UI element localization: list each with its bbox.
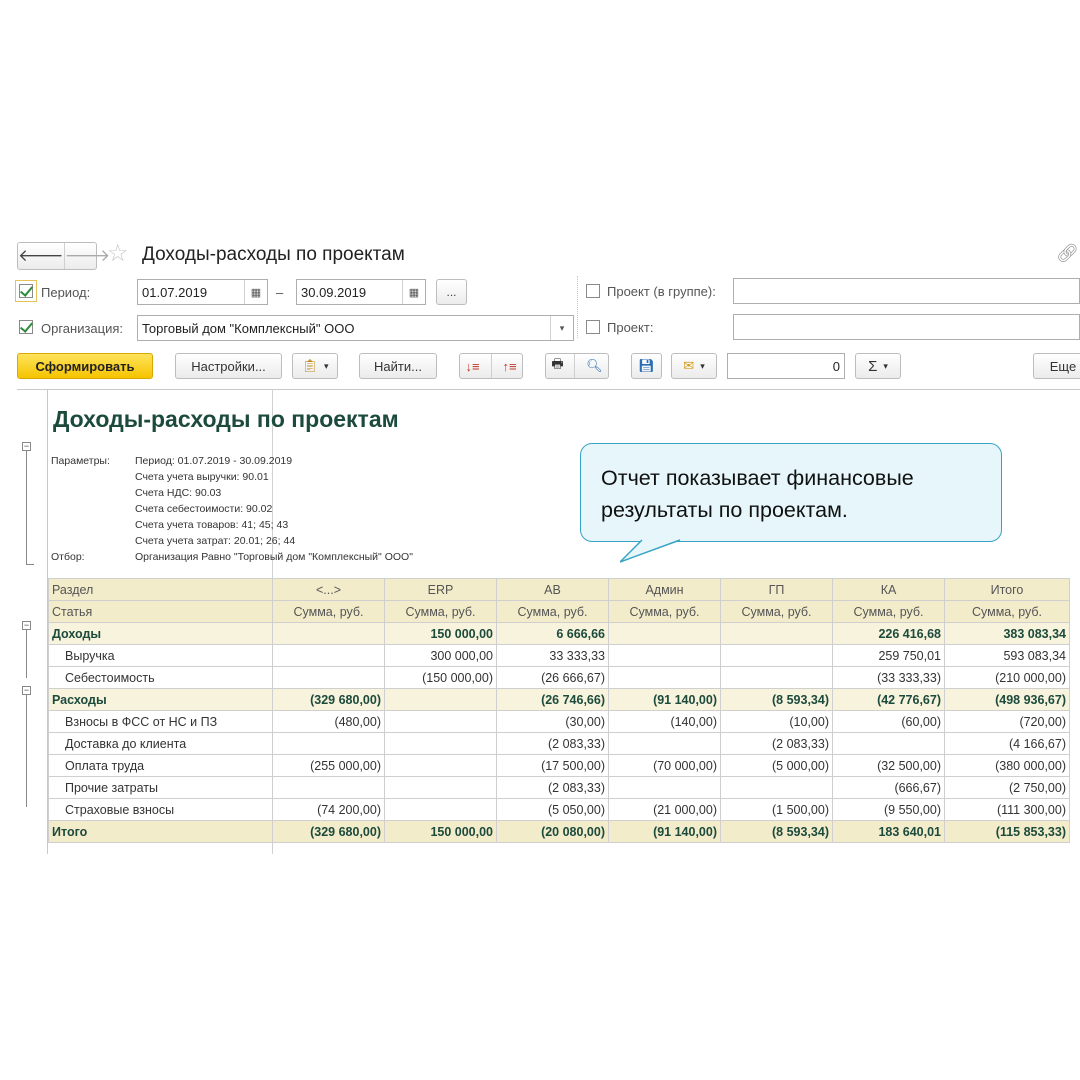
row-label-cell[interactable]: Взносы в ФСС от НС и ПЗ [49,711,273,733]
tree-line [26,564,34,565]
back-button[interactable] [18,243,64,269]
value-cell[interactable]: (2 083,33) [497,777,609,799]
value-cell[interactable]: AB [497,579,609,601]
value-cell[interactable]: (2 750,00) [945,777,1070,799]
window-title: Доходы-расходы по проектам [142,244,405,265]
separator [574,354,575,378]
calendar-icon[interactable]: ▦ [244,280,267,304]
aggregate-dropdown-button[interactable] [855,353,901,379]
value-cell[interactable]: 150 000,00 [385,623,497,645]
value-cell[interactable]: (1 500,00) [721,799,833,821]
row-label-cell[interactable]: Страховые взносы [49,799,273,821]
row-label-cell[interactable]: Оплата труда [49,755,273,777]
print-preview-icon[interactable]: 🔍︎ [586,358,603,373]
forward-button[interactable] [64,243,111,269]
value-cell[interactable]: (10,00) [721,711,833,733]
favorite-star-icon[interactable]: ☆ [107,240,129,267]
project-label: Проект: [607,320,654,335]
value-cell[interactable]: КА [833,579,945,601]
period-checkbox[interactable] [19,284,33,298]
period-to-field[interactable] [296,279,426,305]
value-cell[interactable] [385,689,497,711]
param-line: Счета учета затрат: 20.01; 26; 44 [135,535,296,547]
value-cell[interactable]: (8 593,34) [721,821,833,843]
param-line: Счета учета товаров: 41; 45; 43 [135,519,289,531]
value-cell[interactable] [609,645,721,667]
value-cell[interactable]: (30,00) [497,711,609,733]
value-cell[interactable] [609,667,721,689]
value-cell[interactable] [833,733,945,755]
value-cell[interactable]: (480,00) [273,711,385,733]
settings-button[interactable]: Настройки... [175,353,282,379]
chevron-down-icon: ▾ [323,360,329,371]
collapse-income-icon[interactable]: − [23,620,30,630]
period-from-value: 01.07.2019 [142,284,208,300]
print-icon[interactable]: 🖶 [551,356,564,371]
group-row[interactable] [49,623,1070,645]
value-cell[interactable]: Сумма, руб. [609,601,721,623]
value-cell[interactable]: (74 200,00) [273,799,385,821]
project-checkbox[interactable] [586,320,600,334]
header-row-section[interactable] [49,579,1070,601]
value-cell[interactable]: (70 000,00) [609,755,721,777]
value-cell[interactable] [609,733,721,755]
value-cell[interactable] [721,623,833,645]
value-cell[interactable]: (26 666,67) [497,667,609,689]
row-label-cell[interactable]: Выручка [49,645,273,667]
value-cell[interactable]: 150 000,00 [385,821,497,843]
value-cell[interactable]: (666,67) [833,777,945,799]
value-cell[interactable]: Сумма, руб. [497,601,609,623]
sum-value-field[interactable] [727,353,845,379]
collapse-header-icon[interactable]: − [23,441,30,451]
value-cell[interactable]: (8 593,34) [721,689,833,711]
callout-pointer [620,538,690,564]
value-cell[interactable]: 259 750,01 [833,645,945,667]
send-email-button[interactable] [671,353,717,379]
row-label-cell[interactable]: Статья [49,601,273,623]
value-cell[interactable] [721,645,833,667]
filter-label: Отбор: [51,551,85,563]
filter-value: Организация Равно "Торговый дом "Комплексный" ООО" [135,551,413,563]
sort-ascending-icon[interactable]: ↑≡ [502,358,517,374]
value-cell[interactable]: (5 050,00) [497,799,609,821]
params-label: Параметры: [51,455,110,467]
value-cell[interactable]: (60,00) [833,711,945,733]
value-cell[interactable]: 300 000,00 [385,645,497,667]
value-cell[interactable] [273,667,385,689]
value-cell[interactable]: (9 550,00) [833,799,945,821]
value-cell[interactable]: 383 083,34 [945,623,1070,645]
report-table [48,578,1070,843]
link-icon[interactable]: 🔗︎ [1056,243,1079,263]
value-cell[interactable]: 593 083,34 [945,645,1070,667]
value-cell[interactable]: Админ [609,579,721,601]
row-label-cell[interactable]: Себестоимость [49,667,273,689]
value-cell[interactable] [273,733,385,755]
value-cell[interactable]: (498 936,67) [945,689,1070,711]
row-label-cell[interactable]: Раздел [49,579,273,601]
value-cell[interactable]: (329 680,00) [273,689,385,711]
sum-value: 0 [832,358,840,374]
period-from-field[interactable] [137,279,268,305]
value-cell[interactable] [385,755,497,777]
value-cell[interactable]: Итого [945,579,1070,601]
value-cell[interactable] [273,777,385,799]
collapse-expenses-icon[interactable]: − [23,685,30,695]
value-cell[interactable]: 183 640,01 [833,821,945,843]
arrow-right-icon: 🡒 [64,246,111,265]
organization-value: Торговый дом "Комплексный" ООО [142,320,355,336]
filter-divider [577,276,579,338]
sigma-icon: Σ [868,357,878,375]
value-cell[interactable]: (2 083,33) [497,733,609,755]
value-cell[interactable]: (2 083,33) [721,733,833,755]
value-cell[interactable]: (91 140,00) [609,689,721,711]
value-cell[interactable]: (140,00) [609,711,721,733]
table-row[interactable] [49,645,1070,667]
tree-line [26,451,27,565]
copy-dropdown-button[interactable] [292,353,338,379]
total-row[interactable] [49,821,1070,843]
table-row[interactable] [49,711,1070,733]
table-row[interactable] [49,799,1070,821]
param-line: Период: 01.07.2019 - 30.09.2019 [135,455,293,467]
save-button[interactable] [631,353,662,379]
print-button-group [545,353,609,379]
row-label-cell[interactable]: Итого [49,821,273,843]
value-cell[interactable]: Сумма, руб. [273,601,385,623]
sort-button-group [459,353,523,379]
project-group-field[interactable] [733,278,1080,304]
row-label-cell[interactable]: Прочие затраты [49,777,273,799]
value-cell[interactable] [385,733,497,755]
value-cell[interactable]: (150 000,00) [385,667,497,689]
value-cell[interactable]: 33 333,33 [497,645,609,667]
value-cell[interactable]: Сумма, руб. [833,601,945,623]
value-cell[interactable]: (17 500,00) [497,755,609,777]
chevron-down-icon[interactable]: ▾ [550,316,573,340]
value-cell[interactable] [273,645,385,667]
value-cell[interactable]: (42 776,67) [833,689,945,711]
period-label: Период: [41,285,91,300]
value-cell[interactable] [273,623,385,645]
table-row[interactable] [49,733,1070,755]
value-cell[interactable]: (26 746,66) [497,689,609,711]
project-group-label: Проект (в группе): [607,284,716,299]
value-cell[interactable]: Сумма, руб. [721,601,833,623]
value-cell[interactable] [721,777,833,799]
find-button[interactable]: Найти... [359,353,437,379]
row-label-cell[interactable]: Доходы [49,623,273,645]
sort-descending-icon[interactable]: ↓≡ [465,358,480,374]
generate-button[interactable]: Сформировать [17,353,153,379]
value-cell[interactable]: ERP [385,579,497,601]
header-row-article[interactable] [49,601,1070,623]
value-cell[interactable]: (210 000,00) [945,667,1070,689]
value-cell[interactable]: (32 500,00) [833,755,945,777]
value-cell[interactable] [385,777,497,799]
value-cell[interactable]: Сумма, руб. [945,601,1070,623]
table-row[interactable] [49,777,1070,799]
value-cell[interactable]: (111 300,00) [945,799,1070,821]
row-label-cell[interactable]: Доставка до клиента [49,733,273,755]
chevron-down-icon: ▾ [700,360,705,371]
value-cell[interactable] [385,799,497,821]
organization-field[interactable] [137,315,574,341]
organization-label: Организация: [41,321,124,336]
save-icon: 💾︎ [638,358,655,373]
project-group-checkbox[interactable] [586,284,600,298]
value-cell[interactable]: <...> [273,579,385,601]
separator [491,354,492,378]
tree-line [26,695,27,807]
envelope-icon: ✉ [683,358,695,373]
period-dash: – [276,285,284,300]
value-cell[interactable]: (20 080,00) [497,821,609,843]
clipboard-icon: 📋︎ [301,358,318,373]
param-line: Счета себестоимости: 90.02 [135,503,273,515]
value-cell[interactable]: Сумма, руб. [385,601,497,623]
more-button[interactable]: Еще [1033,353,1080,379]
table-row[interactable] [49,667,1070,689]
value-cell[interactable]: (720,00) [945,711,1070,733]
value-cell[interactable]: 6 666,66 [497,623,609,645]
value-cell[interactable]: (255 000,00) [273,755,385,777]
nav-button-group [17,242,111,270]
period-to-value: 30.09.2019 [301,284,367,300]
info-callout: Отчет показывает финансовые результаты по проектам. [580,443,1002,542]
chevron-down-icon: ▾ [883,360,888,371]
value-cell[interactable]: (21 000,00) [609,799,721,821]
param-line: Счета НДС: 90.03 [135,487,222,499]
value-cell[interactable]: (33 333,33) [833,667,945,689]
table-row[interactable] [49,755,1070,777]
report-top-border [17,389,1080,390]
group-row[interactable] [49,689,1070,711]
value-cell[interactable] [609,777,721,799]
calendar-icon[interactable]: ▦ [402,280,425,304]
value-cell[interactable]: (91 140,00) [609,821,721,843]
value-cell[interactable]: (380 000,00) [945,755,1070,777]
value-cell[interactable] [721,667,833,689]
value-cell[interactable]: (115 853,33) [945,821,1070,843]
value-cell[interactable] [609,623,721,645]
report-title: Доходы-расходы по проектам [53,406,399,432]
period-select-button[interactable]: ... [436,279,467,305]
param-line: Счета учета выручки: 90.01 [135,471,269,483]
organization-checkbox[interactable] [19,320,33,334]
value-cell[interactable]: 226 416,68 [833,623,945,645]
arrow-left-icon: 🡐 [18,246,64,265]
row-label-cell[interactable]: Расходы [49,689,273,711]
value-cell[interactable] [385,711,497,733]
project-field[interactable] [733,314,1080,340]
value-cell[interactable]: (329 680,00) [273,821,385,843]
value-cell[interactable]: ГП [721,579,833,601]
value-cell[interactable]: (5 000,00) [721,755,833,777]
value-cell[interactable]: (4 166,67) [945,733,1070,755]
tree-line [26,630,27,678]
